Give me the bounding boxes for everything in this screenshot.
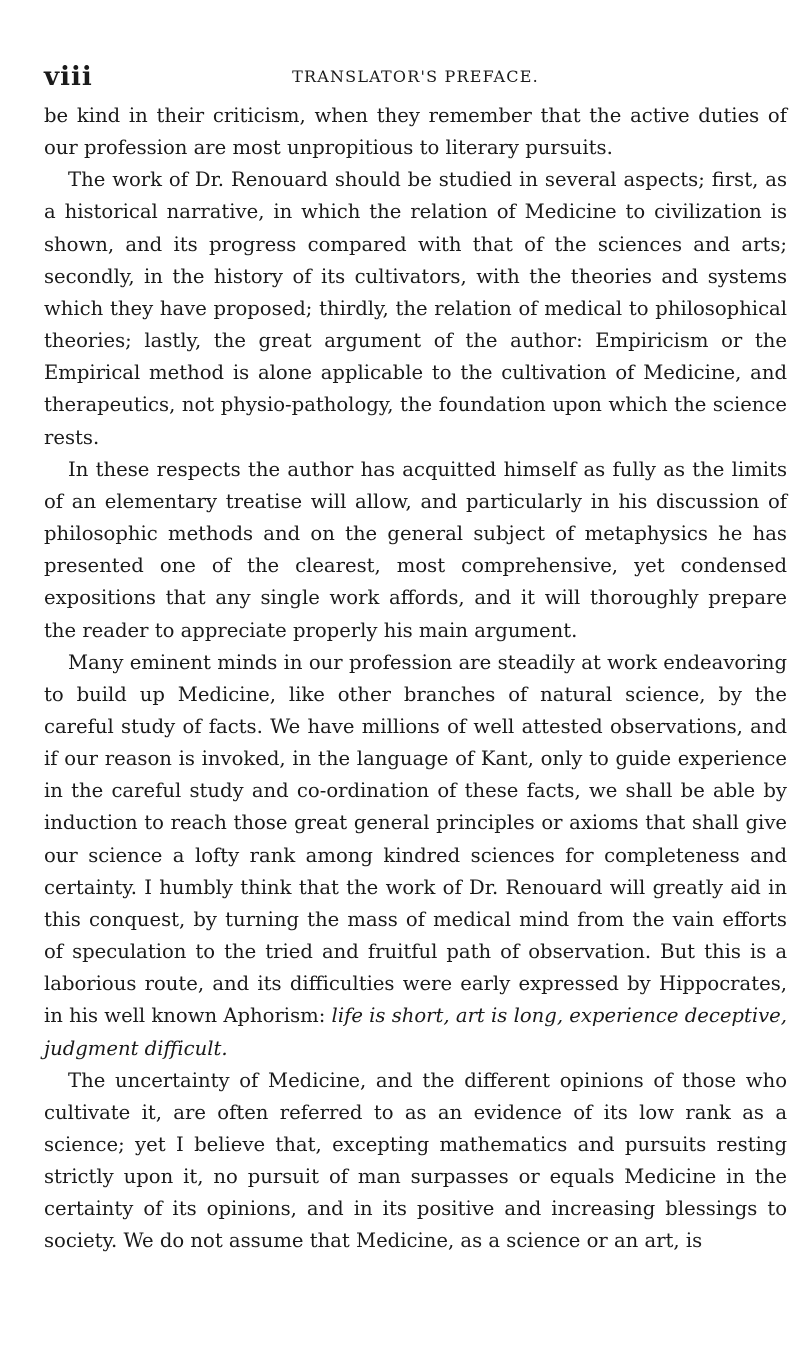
paragraph-respects [44, 454, 787, 647]
paragraph-text: In these respects the author has acquitted himself as fully as the limits of an elementary treatise will allow, and particularly in his discussion of philosophic methods and on the general subject of metaphysics he has presented one of the clearest, most comprehensive, yet condensed expositions that any single work affords, and it will thoroughly prepare the reader to appreciate properly his main argument. [44, 457, 787, 642]
paragraph-text: Many eminent minds in our profession are steadily at work endeavoring to build up Medicine, like other branches of natural science, by the careful study of facts. We have millions of well attested observations, and if our reason is invoked, in the language of Kant, only to guide experience in the careful study and co-ordination of these facts, we shall be able by induction to reach those great general principles or axioms that shall give our science a lofty rank among kindred sciences for completeness and certainty. I humbly think that the work of Dr. Renouard will greatly aid in this conquest, by turning the mass of medical mind from the vain efforts of speculation to the tried and fruitful path of observation. But this is a laborious route, and its difficulties were early expressed by Hippocrates, in his well known Aphorism: [44, 650, 787, 1028]
paragraph-text: be kind in their criticism, when they remember that the active duties of our profession are most unpropitious to literary pursuits. [44, 104, 787, 160]
page-number: viii [44, 62, 93, 92]
running-title: TRANSLATOR'S PREFACE. [292, 67, 539, 86]
paragraph-eminent-minds [44, 647, 787, 1065]
paragraph-uncertainty [44, 1065, 787, 1258]
paragraph-continued [44, 100, 787, 164]
aphorism-quote: life is short, art is long, experience deceptive, judgment difficult. [44, 1004, 787, 1060]
paragraph-text: The work of Dr. Renouard should be studied in several aspects; first, as a historical narrative, in which the relation of Medicine to civilization is shown, and its progress compared with that of the sciences and arts; secondly, in the history of its cultivators, with the theories and systems which they have proposed; thirdly, the relation of medical to philosophical theories; lastly, the great argument of the author: Empiricism or the Empirical method is alone applicable to the cultivation of Medicine, and therapeutics, not physio-pathology, the foundation upon which the science rests. [44, 168, 787, 449]
body-text [44, 100, 787, 1258]
running-head [44, 62, 787, 90]
paragraph-text: The uncertainty of Medicine, and the different opinions of those who cultivate it, are often referred to as an evidence of its low rank as a science; yet I believe that, excepting mathematics and pursuits resting strictly upon it, no pursuit of man surpasses or equals Medicine in the certainty of its opinions, and in its positive and increasing blessings to society. We do not assume that Medicine, as a science or an art, is [44, 1068, 787, 1253]
paragraph-aspects [44, 164, 787, 453]
